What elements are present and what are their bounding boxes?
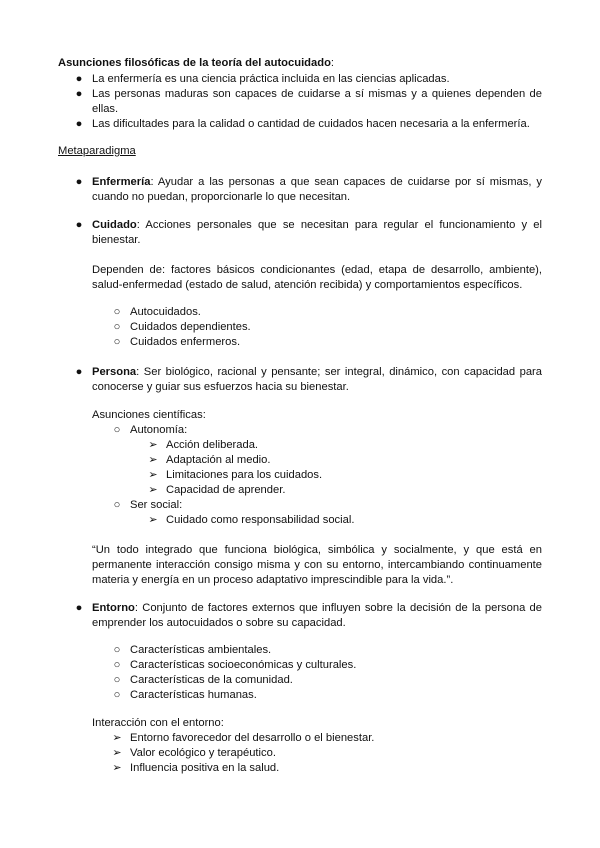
bullet-dot: ● <box>75 88 83 100</box>
metaparadigma-title: Metaparadigma <box>58 145 136 157</box>
interaccion-label: Interacción con el entorno: <box>92 717 224 729</box>
bullet-arrow: ➢ <box>148 469 158 481</box>
list-item: Características humanas. <box>130 689 257 701</box>
bullet-arrow: ➢ <box>148 484 158 496</box>
entorno-item: Entorno: Conjunto de factores externos que influyen sobre la decisión de la persona de emprender los autocuidados o sobre su capacidad. <box>92 602 542 629</box>
autonomia-label: Autonomía: <box>130 424 188 436</box>
list-item: Cuidados enfermeros. <box>130 336 241 348</box>
list-item: Autocuidados. <box>130 306 201 318</box>
bullet-arrow: ➢ <box>148 439 158 451</box>
persona-quote: “Un todo integrado que funciona biológica, simbólica y socialmente, y que está en permanente interacción consigo misma y con su entorno, intercambiando continuamente materia y energía en un proceso adaptativo imprescindible para la vida.”. <box>92 544 542 586</box>
bullet-circle: ○ <box>113 321 121 333</box>
bullet-circle: ○ <box>113 499 121 511</box>
list-item: Limitaciones para los cuidados. <box>166 469 323 481</box>
list-item: Adaptación al medio. <box>166 454 271 466</box>
bullet-dot: ● <box>75 176 83 188</box>
bullet-circle: ○ <box>113 306 121 318</box>
enfermeria-item: Enfermería: Ayudar a las personas a que sean capaces de cuidarse por sí mismas, y cuando no puedan, proporcionarle lo que necesitan. <box>92 176 542 203</box>
bullet-dot: ● <box>75 73 83 85</box>
cuidado-depends: Dependen de: factores básicos condicionantes (edad, etapa de desarrollo, ambiente), salud-enfermedad (estado de salud, atención recibida) y comportamientos específicos. <box>92 264 542 291</box>
bullet-dot: ● <box>75 219 83 231</box>
bullet-dot: ● <box>75 118 83 130</box>
list-item: Valor ecológico y terapéutico. <box>130 747 276 759</box>
list-item: Las personas maduras son capaces de cuidarse a sí mismas y a quienes dependen de ellas. <box>92 88 542 115</box>
list-item: Cuidados dependientes. <box>130 321 251 333</box>
section-title: Asunciones filosóficas de la teoría del autocuidado: <box>58 57 335 69</box>
list-item: Acción deliberada. <box>166 439 259 451</box>
list-item: Características socioeconómicas y culturales. <box>130 659 357 671</box>
bullet-arrow: ➢ <box>112 762 122 774</box>
asunciones-label: Asunciones científicas: <box>92 409 206 421</box>
bullet-arrow: ➢ <box>148 454 158 466</box>
bullet-arrow: ➢ <box>112 747 122 759</box>
bullet-circle: ○ <box>113 424 121 436</box>
list-item: Las dificultades para la calidad o cantidad de cuidados hacen necesaria a la enfermería. <box>92 118 530 130</box>
bullet-circle: ○ <box>113 336 121 348</box>
bullet-circle: ○ <box>113 689 121 701</box>
social-label: Ser social: <box>130 499 183 511</box>
list-item: Capacidad de aprender. <box>166 484 286 496</box>
list-item: Cuidado como responsabilidad social. <box>166 514 355 526</box>
bullet-arrow: ➢ <box>112 732 122 744</box>
list-item: Entorno favorecedor del desarrollo o el bienestar. <box>130 732 375 744</box>
list-item: La enfermería es una ciencia práctica incluida en las ciencias aplicadas. <box>92 73 450 85</box>
bullet-circle: ○ <box>113 659 121 671</box>
list-item: Influencia positiva en la salud. <box>130 762 280 774</box>
persona-item: Persona: Ser biológico, racional y pensante; ser integral, dinámico, con capacidad para conocerse y guiar sus esfuerzos hacia su bienestar. <box>92 366 542 393</box>
list-item: Características ambientales. <box>130 644 272 656</box>
cuidado-item: Cuidado: Acciones personales que se necesitan para regular el funcionamiento y el bienestar. <box>92 219 542 246</box>
bullet-dot: ● <box>75 602 83 614</box>
bullet-circle: ○ <box>113 644 121 656</box>
bullet-arrow: ➢ <box>148 514 158 526</box>
bullet-circle: ○ <box>113 674 121 686</box>
list-item: Características de la comunidad. <box>130 674 293 686</box>
bullet-dot: ● <box>75 366 83 378</box>
section-title-text: Asunciones filosóficas de la teoría del autocuidado <box>58 57 331 69</box>
